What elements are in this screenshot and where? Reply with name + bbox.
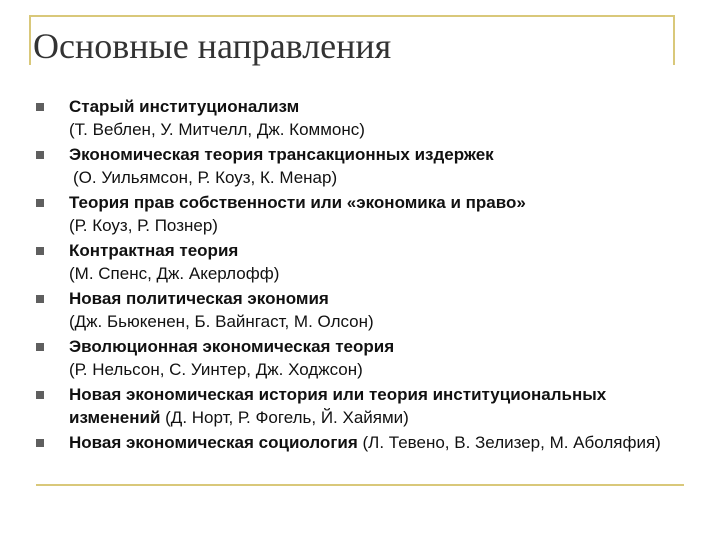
bullet-item-economic-sociology — [36, 431, 676, 454]
item-title: Старый институционализм — [69, 97, 300, 116]
bullet-list — [36, 95, 676, 454]
square-bullet-icon — [36, 247, 44, 255]
square-bullet-icon — [36, 103, 44, 111]
bullet-item-political-economy — [36, 287, 676, 333]
item-authors: (Л. Тевено, В. Зелизер, М. Аболяфия) — [362, 433, 661, 452]
item-title: Эволюционная экономическая теория — [69, 337, 395, 356]
frame-line-left — [29, 15, 31, 65]
frame-line-top — [29, 15, 675, 17]
item-title: Новая политическая экономия — [69, 289, 329, 308]
item-authors: (М. Спенс, Дж. Акерлофф) — [69, 264, 280, 283]
item-authors: (Т. Веблен, У. Митчелл, Дж. Коммонс) — [69, 120, 365, 139]
slide-title: Основные направления — [33, 26, 392, 66]
item-title: Контрактная теория — [69, 241, 239, 260]
item-title: Экономическая теория трансакционных издержек — [69, 145, 494, 164]
bullet-item-old-institutionalism — [36, 95, 676, 141]
square-bullet-icon — [36, 343, 44, 351]
item-authors: (О. Уильямсон, Р. Коуз, К. Менар) — [73, 168, 338, 187]
item-authors: (Р. Коуз, Р. Познер) — [69, 216, 218, 235]
bullet-item-economic-history — [36, 383, 676, 429]
item-title: Новая экономическая история или теория институциональных изменений — [69, 385, 607, 427]
item-title: Теория прав собственности или «экономика и право» — [69, 193, 526, 212]
item-authors: (Дж. Бьюкенен, Б. Вайнгаст, М. Олсон) — [69, 312, 374, 331]
bullet-item-evolutionary-theory — [36, 335, 676, 381]
square-bullet-icon — [36, 151, 44, 159]
bullet-item-contract-theory — [36, 239, 676, 285]
square-bullet-icon — [36, 391, 44, 399]
frame-line-bottom — [36, 484, 684, 486]
square-bullet-icon — [36, 439, 44, 447]
item-title: Новая экономическая социология — [69, 433, 358, 452]
bullet-item-transaction-costs — [36, 143, 676, 189]
frame-line-right — [673, 15, 675, 65]
item-authors: (Р. Нельсон, С. Уинтер, Дж. Ходжсон) — [69, 360, 363, 379]
square-bullet-icon — [36, 295, 44, 303]
bullet-item-property-rights — [36, 191, 676, 237]
item-authors: (Д. Норт, Р. Фогель, Й. Хайями) — [165, 408, 409, 427]
square-bullet-icon — [36, 199, 44, 207]
